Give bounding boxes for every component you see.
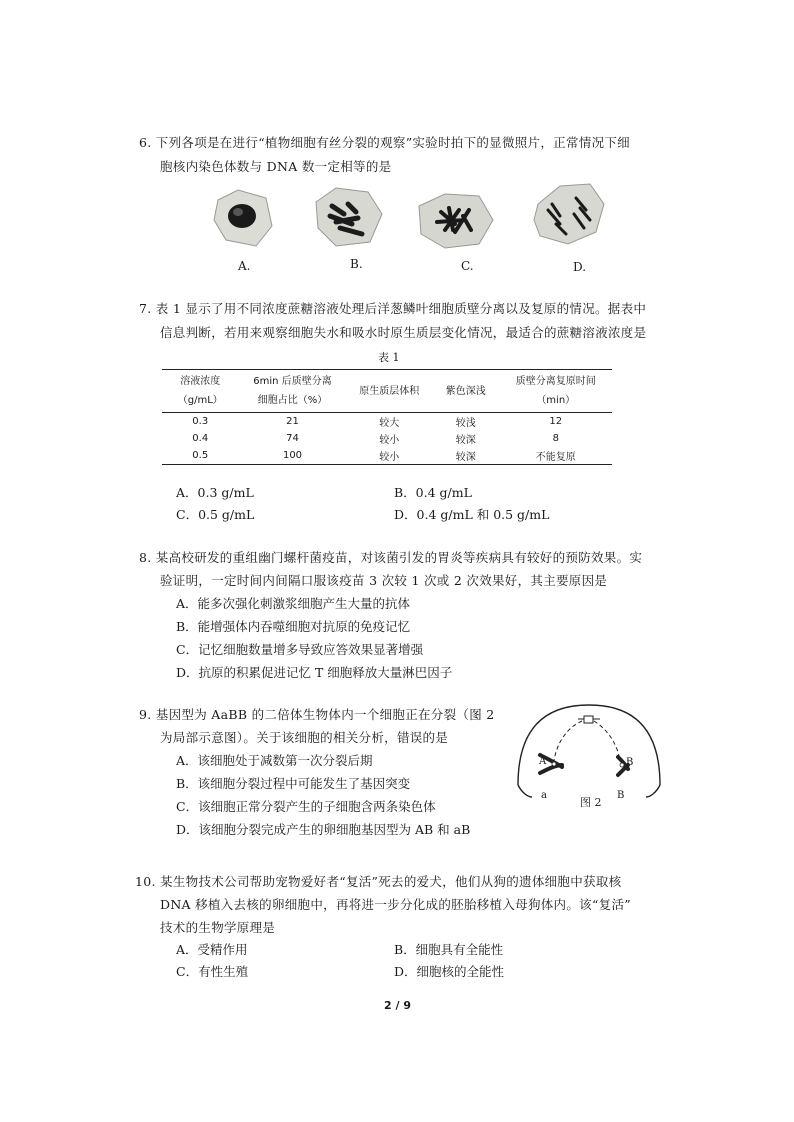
table-header-color: 紫色深浅: [432, 370, 500, 413]
table-header-line: 6min 后质壁分离: [253, 376, 332, 387]
table-cell: 较浅: [455, 418, 476, 429]
table-cell: 较深: [432, 447, 500, 465]
table-header-line: （g/mL）: [177, 395, 223, 406]
table-header-line: 细胞占比（%）: [257, 395, 328, 406]
q9-stem-line1: 9. 基因型为 AaBB 的二倍体生物体内一个细胞正在分裂（图 2: [139, 707, 495, 722]
gene-label-A: A: [539, 756, 547, 767]
cell-division-diagram: [514, 699, 664, 803]
q8-option-d: D．抗原的积累促进记忆 T 细胞释放大量淋巴因子: [176, 665, 453, 680]
q8-option-a: A．能多次强化刺激浆细胞产生大量的抗体: [176, 596, 411, 611]
q8-stem-line2: 验证明，一定时间内间隔口服该疫苗 3 次较 1 次或 2 次效果好，其主要原因是: [160, 573, 608, 588]
table-cell: 较小: [347, 447, 433, 465]
q8-option-c: C．记忆细胞数量增多导致应答效果显著增强: [176, 642, 424, 657]
table-cell: 8: [552, 433, 559, 444]
table-header-recovery-time: [500, 370, 613, 413]
q10-stem-line1: 10. 某生物技术公司帮助宠物爱好者“复活”死去的爱犬，他们从狗的遗体细胞中获取核: [135, 874, 622, 889]
q7-option-d: D．0.4 g/mL 和 0.5 g/mL: [394, 507, 550, 522]
q7-stem-line2: 信息判断，若用来观察细胞失水和吸水时原生质层变化情况，最适合的蔗糖溶液浓度是: [160, 325, 647, 340]
table-cell: 较大: [379, 418, 400, 429]
micrograph-label-d: D.: [573, 260, 587, 274]
micrograph-label-b: B.: [350, 257, 363, 271]
q9-option-d: D．该细胞分裂完成产生的卵细胞基因型为 AB 和 aB: [176, 822, 471, 837]
data-table: [162, 369, 612, 465]
figure-caption: 图 2: [580, 796, 602, 809]
table-cell: 不能复原: [500, 447, 613, 465]
micrograph-b: [312, 184, 384, 248]
q7-stem-line1: 7. 表 1 显示了用不同浓度蔗糖溶液处理后洋葱鳞叶细胞质壁分离以及复原的情况。据表中: [139, 301, 647, 316]
table-header-volume: 原生质层体积: [347, 370, 433, 413]
table-row: [162, 430, 612, 447]
q7-option-a: A．0.3 g/mL: [176, 485, 254, 500]
q8-stem-line1: 8. 某高校研发的重组幽门螺杆菌疫苗，对该菌引发的胃炎等疾病具有较好的预防效果。实: [139, 550, 643, 565]
table-header-line: 质壁分离复原时间: [515, 376, 596, 387]
q8-option-b: B．能增强体内吞噬细胞对抗原的免疫记忆: [176, 619, 411, 634]
table-row: [162, 447, 612, 465]
table-header-ratio: [239, 370, 347, 413]
q6-stem-line2: 胞核内染色体数与 DNA 数一定相等的是: [160, 159, 392, 174]
micrograph-label-a: A.: [238, 259, 251, 273]
gene-label-B-bottom: B: [617, 790, 625, 801]
q10-option-a: A．受精作用: [176, 942, 248, 957]
table-row: [162, 413, 612, 431]
table-cell: 0.3: [192, 416, 209, 427]
table-cell: 100: [239, 447, 347, 465]
q9-option-a: A．该细胞处于减数第一次分裂后期: [176, 753, 373, 768]
table-cell: 12: [549, 416, 563, 427]
table-title: 表 1: [378, 351, 400, 364]
page-number: 2 / 9: [384, 999, 411, 1012]
q9-stem-line2: 为局部示意图）。关于该细胞的相关分析，错误的是: [160, 730, 449, 745]
q7-option-b: B．0.4 g/mL: [394, 485, 472, 500]
q9-option-b: B．该细胞分裂过程中可能发生了基因突变: [176, 776, 411, 791]
table-header-concentration: [162, 370, 239, 413]
gene-label-B-top: B: [626, 757, 634, 768]
table-header-line: （min）: [536, 395, 576, 406]
q10-stem-line3: 技术的生物学原理是: [160, 920, 276, 935]
q9-option-c: C．该细胞正常分裂产生的子细胞含两条染色体: [176, 799, 436, 814]
q10-option-b: B．细胞具有全能性: [394, 942, 504, 957]
q6-stem-line1: 6. 下列各项是在进行“植物细胞有丝分裂的观察”实验时拍下的显微照片，正常情况下细: [139, 135, 630, 150]
gene-label-a: a: [541, 790, 547, 801]
table-cell: 0.4: [192, 433, 209, 444]
micrograph-label-c: C.: [461, 259, 474, 273]
table-header-line: 溶液浓度: [180, 376, 221, 387]
table-cell: 较小: [379, 435, 400, 446]
micrograph-a: [212, 188, 274, 248]
table-cell: 21: [286, 416, 299, 427]
table-cell: 较深: [455, 435, 476, 446]
q10-stem-line2: DNA 移植入去核的卵细胞中，再将进一步分化成的胚胎移植入母狗体内。该“复活”: [160, 897, 631, 912]
micrograph-c: [415, 190, 495, 250]
q10-option-c: C．有性生殖: [176, 964, 249, 979]
q7-option-c: C．0.5 g/mL: [176, 507, 255, 522]
table-cell: 74: [286, 433, 299, 444]
table-cell: 0.5: [162, 447, 239, 465]
q10-option-d: D．细胞核的全能性: [394, 964, 505, 979]
micrograph-d: [530, 180, 606, 246]
